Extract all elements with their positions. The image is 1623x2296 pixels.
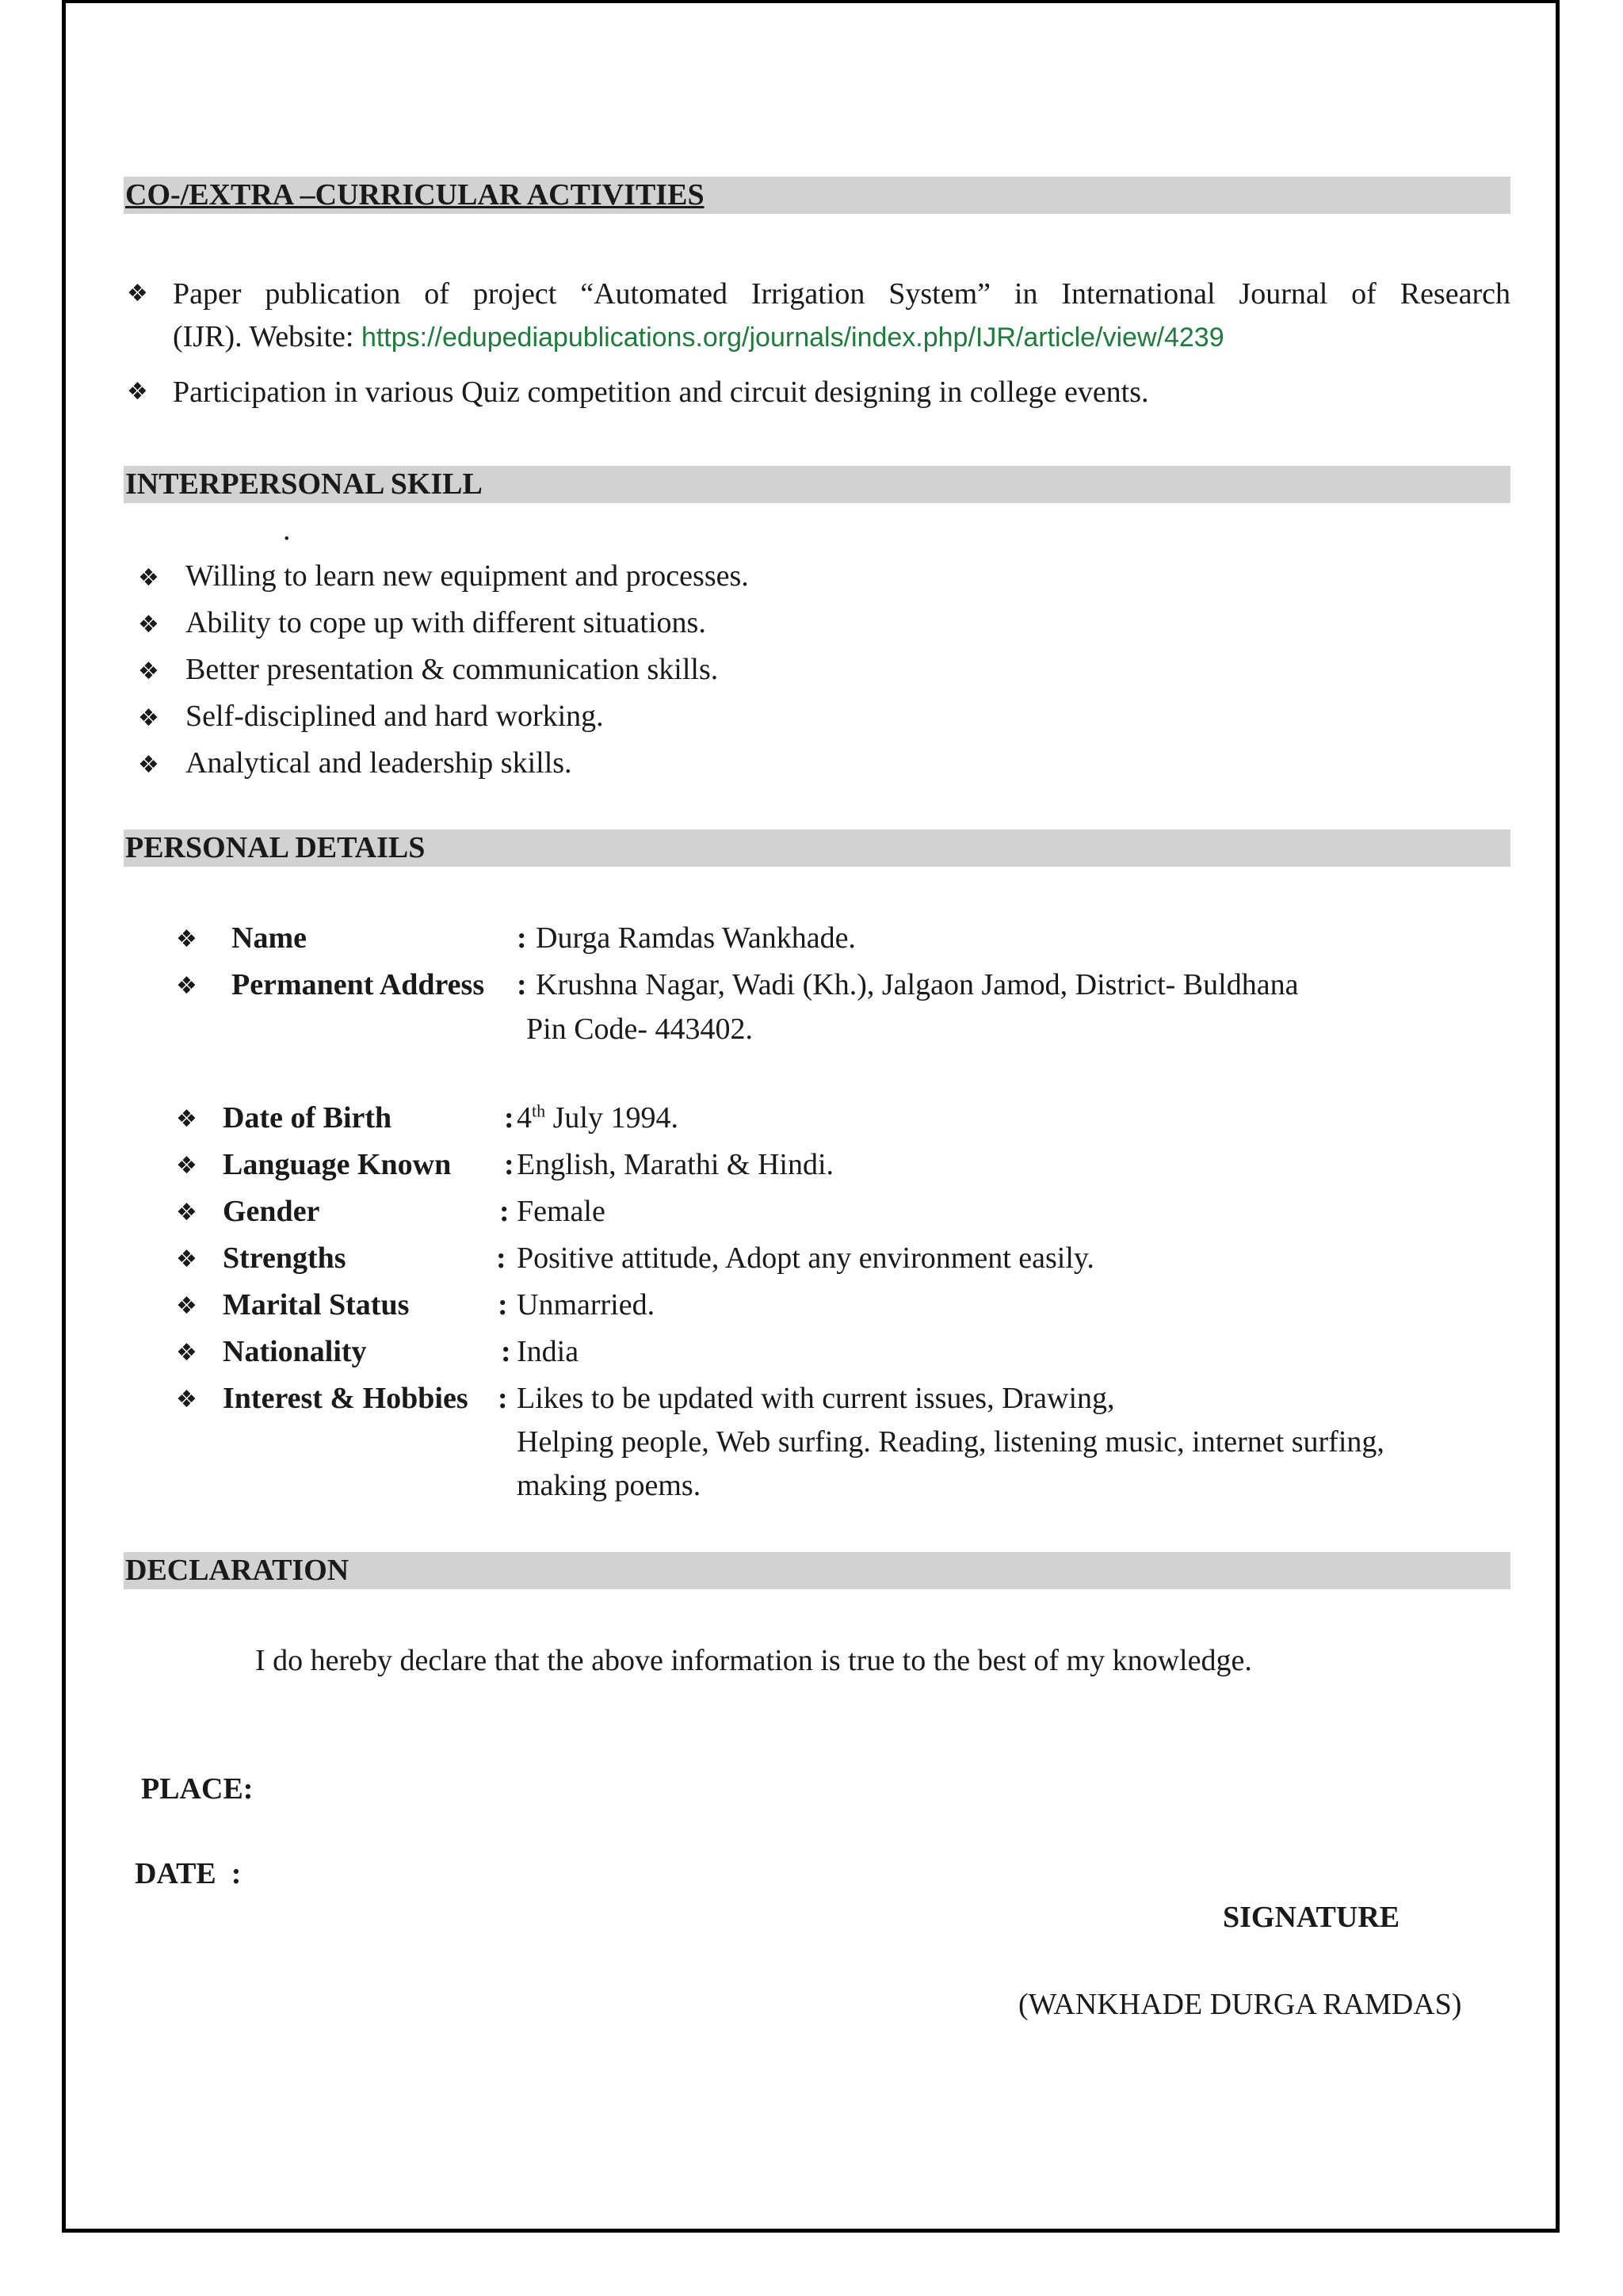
activity-item-1-word: in bbox=[1014, 277, 1038, 311]
name-label: Name bbox=[231, 921, 307, 955]
declaration-text: I do hereby declare that the above information is true to the best of my knowledge. bbox=[255, 1644, 1252, 1677]
colon: : bbox=[517, 921, 527, 955]
hobbies-value-line-2: Helping people, Web surfing. Reading, listening music, internet surfing, bbox=[517, 1425, 1384, 1459]
strengths-value: Positive attitude, Adopt any environment easily. bbox=[517, 1241, 1094, 1275]
bullet-icon: ❖ bbox=[127, 378, 148, 406]
address-label: Permanent Address bbox=[231, 968, 485, 1001]
section-title-declaration: DECLARATION bbox=[125, 1554, 349, 1587]
bullet-icon: ❖ bbox=[138, 564, 159, 592]
date-label: DATE : bbox=[135, 1857, 242, 1890]
signature-name: (WANKHADE DURGA RAMDAS) bbox=[1018, 1988, 1462, 2021]
skill-item: Better presentation & communication skills. bbox=[185, 653, 719, 686]
language-label: Language Known bbox=[223, 1148, 452, 1181]
bullet-icon: ❖ bbox=[127, 280, 148, 307]
colon: : bbox=[504, 1101, 514, 1135]
publication-link[interactable]: https://edupediapublications.org/journals/index.php/IJR/article/view/4239 bbox=[361, 322, 1224, 353]
bullet-icon: ❖ bbox=[176, 972, 197, 1000]
bullet-icon: ❖ bbox=[176, 1152, 197, 1180]
colon: : bbox=[498, 1382, 508, 1415]
skill-item: Ability to cope up with different situations. bbox=[185, 606, 706, 639]
marital-label: Marital Status bbox=[223, 1288, 410, 1322]
name-value: Durga Ramdas Wankhade. bbox=[536, 921, 856, 955]
activity-item-1-word: System” bbox=[888, 277, 991, 311]
address-value: Krushna Nagar, Wadi (Kh.), Jalgaon Jamod, District- Buldhana bbox=[536, 968, 1299, 1001]
bullet-icon: ❖ bbox=[176, 1386, 197, 1413]
activity-item-1-word: Paper bbox=[173, 277, 242, 311]
nationality-label: Nationality bbox=[223, 1335, 367, 1368]
activity-item-1-word: of bbox=[1351, 277, 1377, 311]
activity-item-1-word: publication bbox=[265, 277, 401, 311]
strengths-label: Strengths bbox=[223, 1241, 346, 1275]
hobbies-value-line-3: making poems. bbox=[517, 1469, 701, 1502]
activity-item-1-word: Research bbox=[1400, 277, 1510, 311]
activity-item-1-line-2 bbox=[173, 315, 1224, 359]
activity-item-2: Participation in various Quiz competition and circuit designing in college events. bbox=[173, 376, 1149, 409]
activity-item-1-word: International bbox=[1061, 277, 1216, 311]
dob-value bbox=[517, 1097, 678, 1139]
section-title-activities: CO-/EXTRA –CURRICULAR ACTIVITIES bbox=[125, 178, 705, 212]
dob-suffix: th bbox=[532, 1100, 546, 1121]
colon: : bbox=[504, 1148, 514, 1181]
gender-value: Female bbox=[517, 1195, 605, 1228]
gender-label: Gender bbox=[223, 1195, 320, 1228]
activity-item-1-word: project bbox=[472, 277, 557, 311]
activity-item-1-word: “Automated bbox=[580, 277, 727, 311]
activity-item-1-word: Irrigation bbox=[750, 277, 865, 311]
hobbies-value-line-1: Likes to be updated with current issues, Drawing, bbox=[517, 1382, 1115, 1415]
colon: : bbox=[499, 1195, 510, 1228]
activity-item-1-word: Journal bbox=[1239, 277, 1328, 311]
bullet-icon: ❖ bbox=[138, 611, 159, 639]
stray-dot: . bbox=[283, 513, 291, 547]
section-title-personal: PERSONAL DETAILS bbox=[125, 831, 426, 864]
colon: : bbox=[496, 1241, 506, 1275]
nationality-value: India bbox=[517, 1335, 579, 1368]
language-value: English, Marathi & Hindi. bbox=[517, 1148, 834, 1181]
skill-item: Willing to learn new equipment and processes. bbox=[185, 559, 749, 593]
signature-label: SIGNATURE bbox=[1223, 1901, 1400, 1934]
dob-day: 4 bbox=[517, 1101, 532, 1135]
bullet-icon: ❖ bbox=[138, 658, 159, 685]
dob-label: Date of Birth bbox=[223, 1101, 392, 1135]
bullet-icon: ❖ bbox=[176, 1245, 197, 1273]
colon: : bbox=[517, 968, 527, 1001]
section-title-interpersonal: INTERPERSONAL SKILL bbox=[125, 467, 483, 501]
activity-item-1-word: of bbox=[424, 277, 449, 311]
place-label: PLACE: bbox=[141, 1772, 254, 1806]
marital-value: Unmarried. bbox=[517, 1288, 655, 1322]
bullet-icon: ❖ bbox=[176, 1199, 197, 1226]
hobbies-label: Interest & Hobbies bbox=[223, 1382, 468, 1415]
activity-item-1-line-1 bbox=[173, 273, 1510, 315]
bullet-icon: ❖ bbox=[176, 925, 197, 953]
address-pin: Pin Code- 443402. bbox=[526, 1013, 754, 1046]
bullet-icon: ❖ bbox=[176, 1292, 197, 1320]
bullet-icon: ❖ bbox=[176, 1339, 197, 1367]
bullet-icon: ❖ bbox=[138, 704, 159, 732]
skill-item: Analytical and leadership skills. bbox=[185, 746, 572, 780]
colon: : bbox=[501, 1335, 511, 1368]
bullet-icon: ❖ bbox=[138, 751, 159, 779]
skill-item: Self-disciplined and hard working. bbox=[185, 700, 604, 733]
colon: : bbox=[498, 1288, 508, 1322]
dob-rest: July 1994. bbox=[545, 1101, 678, 1135]
bullet-icon: ❖ bbox=[176, 1105, 197, 1133]
website-label: (IJR). Website: bbox=[173, 320, 361, 353]
